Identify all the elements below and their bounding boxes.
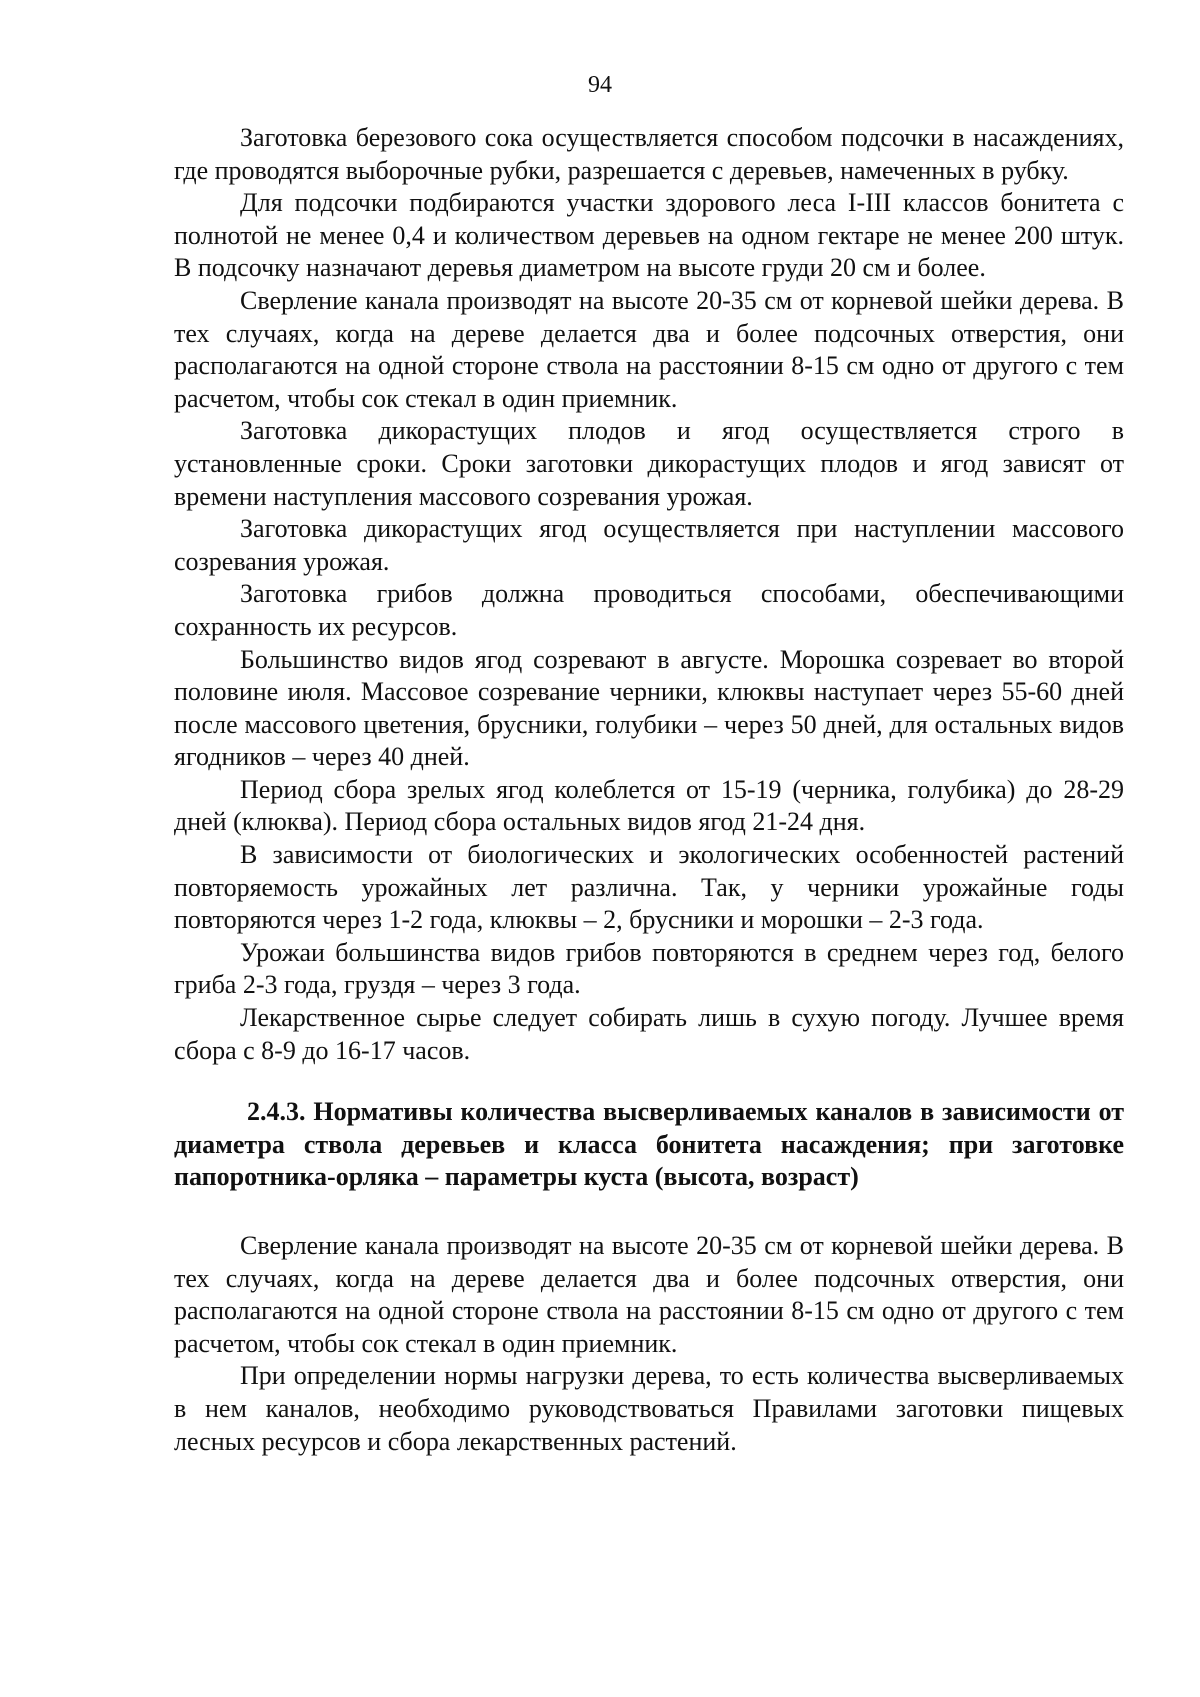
paragraph-drilling-channel-repeat: Сверление канала производят на высоте 20-35 см от корневой шейки дерева. В тех случаях, когда на дереве делается два и более подсочных отверстия, они располагаются на одной стороне ствола на расстоянии 8-15 см одно от другого с тем расчетом, чтобы сок стекал в один приемник.	[174, 1231, 1124, 1358]
document-body	[174, 122, 1124, 1458]
paragraph-wild-fruits: Заготовка дикорастущих плодов и ягод осуществляется строго в установленные сроки. Сроки заготовки дикорастущих плодов и ягод зависят от времени наступления массового созревания урожая.	[174, 416, 1124, 511]
paragraph-harvest-period: Период сбора зрелых ягод колеблется от 15-19 (черника, голубика) до 28-29 дней (клюква). Период сбора остальных видов ягод 21-24 дня.	[174, 774, 1124, 837]
paragraph-birch-sap: Заготовка березового сока осуществляется способом подсочки в насаждениях, где проводятся выборочные рубки, разрешается с деревьев, намеченных в рубку.	[174, 123, 1124, 185]
paragraph-berry-ripening: Большинство видов ягод созревают в августе. Морошка созревает во второй половине июля. Массовое созревание черники, клюквы наступает через 55-60 дней после массового цветения, брусники, голубики – через 50 дней, для остальных видов ягодников – через 40 дней.	[174, 644, 1124, 772]
paragraph-mushrooms: Заготовка грибов должна проводиться способами, обеспечивающими сохранность их ресурсов.	[174, 579, 1124, 641]
section-heading: 2.4.3. Нормативы количества высверливаемых каналов в зависимости от диаметра ствола деревьев и класса бонитета насаждения; при заготовке папоротника-орляка – параметры куста (высота, возраст)	[174, 1097, 1124, 1192]
paragraph-drilling-channel: Сверление канала производят на высоте 20-35 см от корневой шейки дерева. В тех случаях, когда на дереве делается два и более подсочных отверстия, они располагаются на одной стороне ствола на расстоянии 8-15 см одно от другого с тем расчетом, чтобы сок стекал в один приемник.	[174, 285, 1124, 413]
page-number: 94	[588, 72, 612, 98]
paragraph-load-norm: При определении нормы нагрузки дерева, то есть количества высверливаемых в нем каналов, необходимо руководствоваться Правилами заготовки пищевых лесных ресурсов и сбора лекарственных растений.	[174, 1361, 1124, 1456]
paragraph-wild-berries: Заготовка дикорастущих ягод осуществляется при наступлении массового созревания урожая.	[174, 514, 1124, 576]
paragraph-yield-recurrence: В зависимости от биологических и экологических особенностей растений повторяемость урожайных лет различна. Так, у черники урожайные годы повторяются через 1-2 года, клюквы – 2, брусники и морошки – 2-3 года.	[174, 840, 1124, 935]
paragraph-medicinal-raw: Лекарственное сырье следует собирать лишь в сухую погоду. Лучшее время сбора с 8-9 до 16-17 часов.	[174, 1003, 1124, 1065]
paragraph-tapping-plots: Для подсочки подбираются участки здорового леса I-III классов бонитета с полнотой не менее 0,4 и количеством деревьев на одном гектаре не менее 200 штук. В подсочку назначают деревья диаметром на высоте груди 20 см и более.	[174, 188, 1124, 283]
paragraph-mushroom-yields: Урожаи большинства видов грибов повторяются в среднем через год, белого гриба 2-3 года, груздя – через 3 года.	[174, 937, 1124, 1000]
